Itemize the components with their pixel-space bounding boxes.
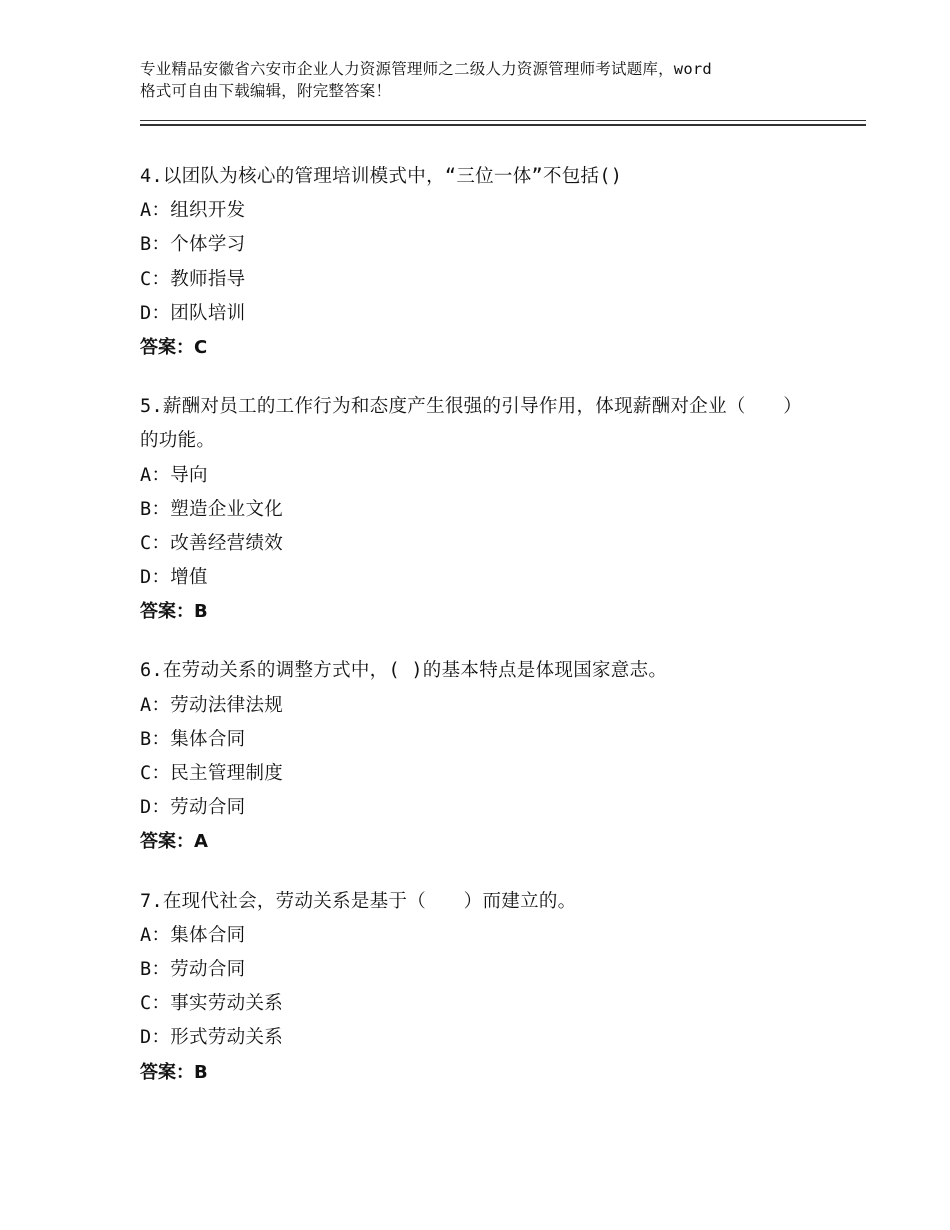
option-d: D：团队培训: [140, 302, 246, 324]
question-5: [140, 390, 820, 629]
option-b: B：塑造企业文化: [140, 498, 284, 520]
header-divider-thick: [140, 124, 866, 126]
option-b: B：集体合同: [140, 728, 246, 750]
option-a: A：组织开发: [140, 200, 246, 222]
option-d: D：劳动合同: [140, 797, 246, 819]
header-line-1: 专业精品安徽省六安市企业人力资源管理师之二级人力资源管理师考试题库，word: [140, 60, 712, 78]
question-stem: 6.在劳动关系的调整方式中，( )的基本特点是体现国家意志。: [140, 660, 668, 682]
option-b: B：个体学习: [140, 234, 246, 256]
option-d: D：形式劳动关系: [140, 1027, 284, 1049]
header-divider-thin: [140, 120, 866, 121]
answer-label: 答案：C: [140, 336, 208, 358]
option-b: B：劳动合同: [140, 959, 246, 981]
option-d: D：增值: [140, 567, 208, 589]
question-list: [140, 160, 820, 1115]
question-stem: 7.在现代社会，劳动关系是基于（ ）而建立的。: [140, 890, 577, 912]
option-a: A：导向: [140, 464, 208, 486]
option-c: C：改善经营绩效: [140, 532, 284, 554]
option-a: A：集体合同: [140, 924, 246, 946]
answer-label: 答案：B: [140, 601, 208, 623]
question-6: [140, 654, 820, 859]
question-7: [140, 885, 820, 1090]
option-c: C：事实劳动关系: [140, 993, 284, 1015]
answer-label: 答案：A: [140, 831, 208, 853]
option-c: C：教师指导: [140, 268, 246, 290]
document-header: [140, 58, 840, 102]
answer-label: 答案：B: [140, 1061, 208, 1083]
question-stem: 5.薪酬对员工的工作行为和态度产生很强的引导作用，体现薪酬对企业（ ）的功能。: [140, 396, 803, 452]
option-c: C：民主管理制度: [140, 763, 284, 785]
question-4: [140, 160, 820, 365]
header-line-2: 格式可自由下载编辑，附完整答案！: [140, 82, 392, 100]
question-stem: 4.以团队为核心的管理培训模式中，“三位一体”不包括(): [140, 166, 623, 187]
option-a: A：劳动法律法规: [140, 694, 284, 716]
